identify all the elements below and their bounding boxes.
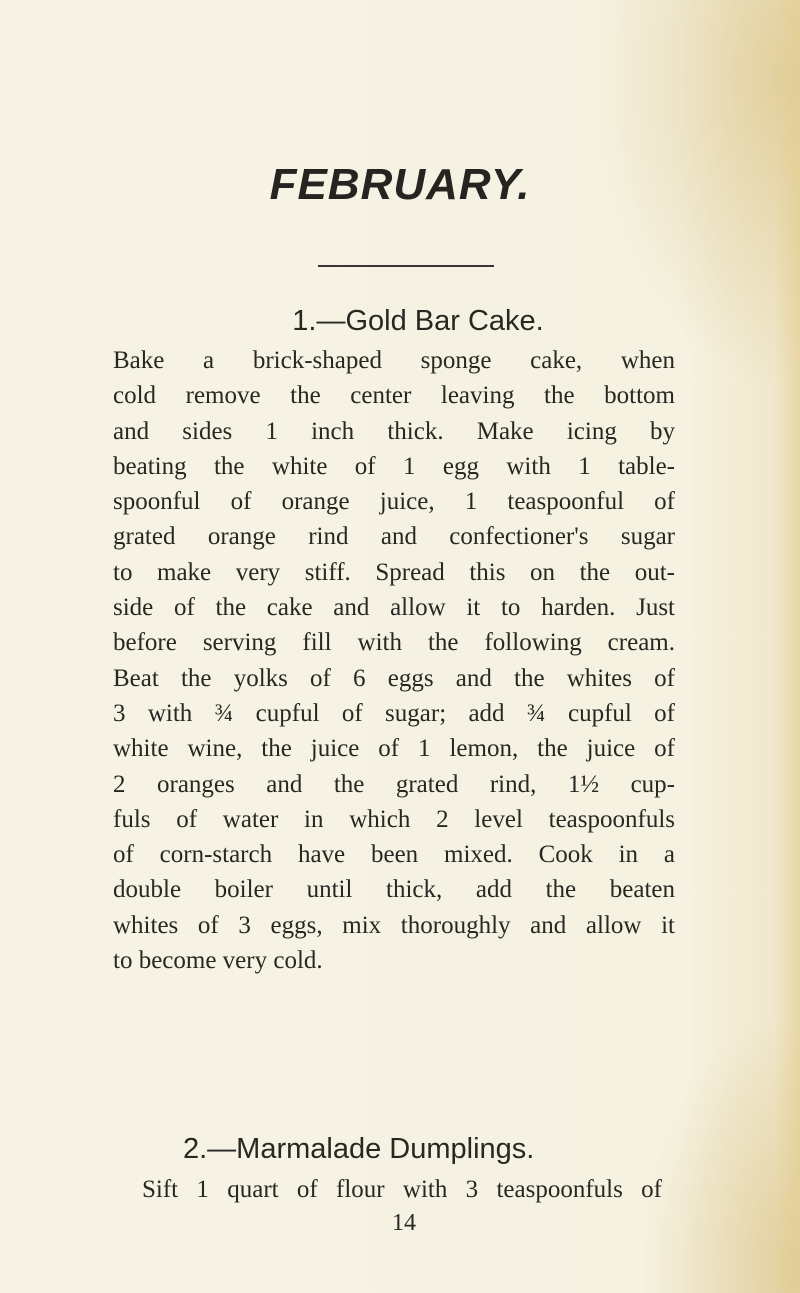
recipe-body-gold-bar-cake bbox=[113, 343, 675, 978]
recipe-body-marmalade-dumplings bbox=[142, 1172, 662, 1207]
title-divider bbox=[318, 265, 494, 267]
text-line: Bake a brick-shaped sponge cake, when bbox=[113, 347, 675, 374]
recipe-heading-gold-bar-cake: 1.—Gold Bar Cake. bbox=[292, 305, 544, 337]
text-line: white wine, the juice of 1 lemon, the juice of bbox=[113, 735, 675, 763]
text-line: beating the white of 1 egg with 1 table- bbox=[113, 452, 675, 480]
text-line: cold remove the center leaving the bottom bbox=[113, 382, 675, 410]
text-line: whites of 3 eggs, mix thoroughly and allow it bbox=[113, 911, 675, 939]
text-line: Sift 1 quart of flour with 3 teaspoonfuls of bbox=[142, 1176, 662, 1203]
text-line: Beat the yolks of 6 eggs and the whites of bbox=[113, 664, 675, 692]
text-line: side of the cake and allow it to harden. Just bbox=[113, 594, 675, 622]
text-line: grated orange rind and confectioner's sugar bbox=[113, 523, 675, 551]
text-line: of corn-starch have been mixed. Cook in a bbox=[113, 841, 675, 869]
text-line: double boiler until thick, add the beaten bbox=[113, 876, 675, 904]
text-line: to become very cold. bbox=[113, 947, 323, 975]
text-line: 3 with ¾ cupful of sugar; add ¾ cupful of bbox=[113, 699, 675, 727]
text-line: before serving fill with the following cream. bbox=[113, 629, 675, 657]
text-line: 2 oranges and the grated rind, 1½ cup- bbox=[113, 770, 675, 798]
month-title: FEBRUARY. bbox=[269, 160, 531, 209]
text-line: fuls of water in which 2 level teaspoonfuls bbox=[113, 805, 675, 833]
page-number: 14 bbox=[392, 1210, 416, 1236]
recipe-heading-marmalade-dumplings: 2.—Marmalade Dumplings. bbox=[183, 1133, 535, 1165]
text-line: and sides 1 inch thick. Make icing by bbox=[113, 417, 675, 445]
text-line: to make very stiff. Spread this on the out- bbox=[113, 558, 675, 586]
text-line: spoonful of orange juice, 1 teaspoonful of bbox=[113, 488, 675, 516]
